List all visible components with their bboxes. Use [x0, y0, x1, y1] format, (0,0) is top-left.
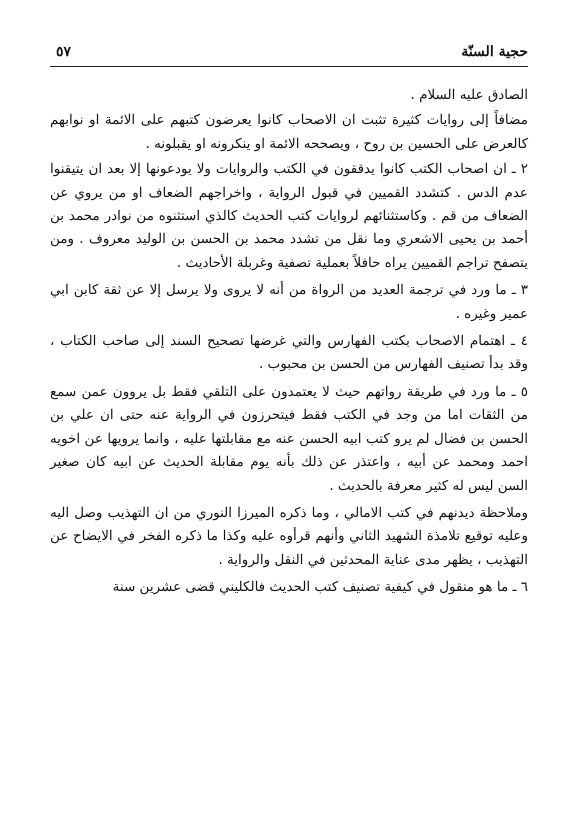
paragraph: ٦ ـ ما هو منقول في كيفية تصنيف كتب الحديث فالكليني قضى عشرين سنة: [112, 579, 528, 596]
paragraph: مضافاً إلى روايات كثيرة تثبت ان الاصحاب كانوا يعرضون كتبهم على الائمة او نوابهم كالعرض على الحسين بن روح ، ويصححه الائمة او ينكرونه او يقبلونه .: [50, 112, 528, 152]
paragraph: الصادق عليه السلام .: [410, 87, 528, 103]
paragraph: ٢ ـ ان اصحاب الكتب كانوا يدققون في الكتب والروايات ولا يودعونها إلا بعد ان يتيقنوا عدم الدس . كتشدد القميين في قبول الرواية ، واخراجهم الضعاف او من يروي عن الضعاف من قم . وكاستثنائهم لروايات كتب الحديث كالذي استثنوه من نوادر محمد بن أحمد بن يحيى الاشعري وما نقل من تشدد محمد بن الحسن بن الوليد معروف . ومن يتصفح تراجم القميين يراه حافلاً بعملية تصفية وغربلة الأحاديث .: [50, 161, 528, 271]
paragraph: ٥ ـ ما ورد في طريقة رواتهم حيث لا يعتمدون على التلقي فقط بل يروون عمن سمع من الثقات اما من وجد في الكتب فقط فيتحرزون في الرواية عنه حتى ان علي بن الحسن بن فضال لم يرو كتب ابيه الحسن عنه مع مقابلتها عليه ، وانما يرويها عن اخويه احمد ومحمد عن أبيه ، واعتذر عن ذلك بأنه يوم مقابلة الحديث عن ابيه كان صغير السن ليس له كثير معرفة بالحديث .: [50, 383, 528, 494]
page-number: ٥٧: [56, 44, 72, 60]
running-title: حجية السنّة: [461, 44, 528, 60]
page-body: [50, 84, 528, 602]
paragraph: ٤ ـ اهتمام الاصحاب بكتب الفهارس والتي غرضها تصحيح السند إلى صاحب الكتاب ، وقد بدأ تصنيف الفهارس من الحسن بن محبوب .: [50, 333, 528, 373]
running-header: [50, 44, 528, 67]
paragraph: وملاحظة ديدنهم في كتب الامالي ، وما ذكره الميرزا النوري من ان التهذيب وصل اليه وعليه توقيع تلامذة الشهيد الثاني وأنهم قرأوه عليه وكذا ما ذكره الفخر في الايضاح عن التهذيب ، يظهر مدى عناية المحدثين في النقل والرواية .: [50, 504, 528, 568]
paragraph: ٣ ـ ما ورد في ترجمة العديد من الرواة من أنه لا يروى ولا يرسل إلا عن ثقة كابن ابي عمير وغيره .: [50, 282, 528, 322]
